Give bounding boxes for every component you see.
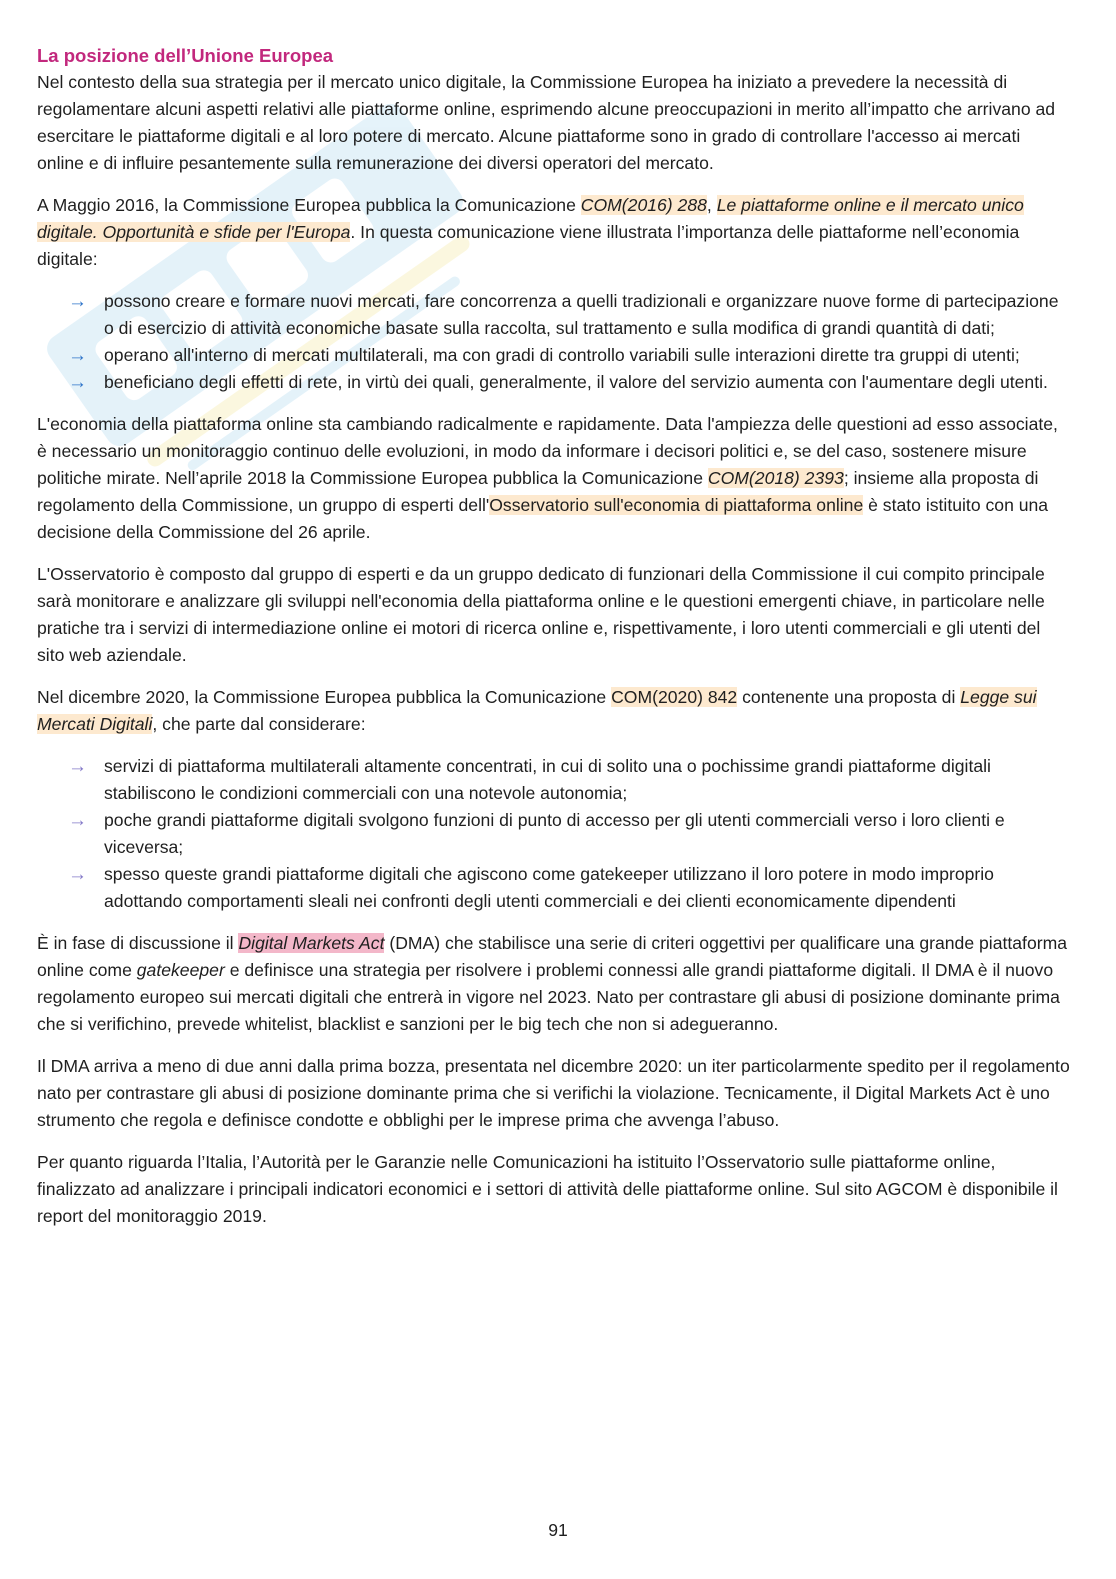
text-fragment: e definisce una strategia per risolvere i problemi connessi alle grandi piattaforme digitali. Il DMA è il nuovo regolamento europeo sui mercati digitali che entrerà in vigore nel 2023. Nato per contrastare gli abusi di posizione dominante prima che si verifichino, prevede whitelist, blacklist e sanzioni per le big tech che non si adegueranno. xyxy=(37,960,1060,1034)
arrow-right-icon: → xyxy=(68,756,87,777)
list-item-text: beneficiano degli effetti di rete, in virtù dei quali, generalmente, il valore del servizio aumenta con l'aumentare degli utenti. xyxy=(104,372,1048,392)
reference-com-2018-2393: COM(2018) 2393 xyxy=(707,468,844,488)
text-fragment: . In questa comunicazione viene illustrata l’importanza delle piattaforme nell’economia digitale: xyxy=(37,222,1020,269)
reference-com-2016-288: COM(2016) 288 xyxy=(580,195,707,215)
list-item xyxy=(68,369,1071,396)
text-fragment: , xyxy=(706,195,717,215)
paragraph-com-2016 xyxy=(37,192,1071,273)
communication-title: Le piattaforme online e il mercato unico digitale. Opportunità e sfide per l'Europa xyxy=(37,195,1024,242)
text-fragment: È in fase di discussione il xyxy=(37,933,239,953)
text-fragment: (DMA) che stabilisce una serie di criteri oggettivi per qualificare una grande piattaforma online come xyxy=(37,933,1068,980)
list-item xyxy=(68,288,1071,342)
text-fragment: A Maggio 2016, la Commissione Europea pubblica la Comunicazione xyxy=(37,195,581,215)
observatory-name: Osservatorio sull'economia di piattaforma online xyxy=(489,495,864,515)
text-fragment: L'economia della piattaforma online sta cambiando radicalmente e rapidamente. Data l'ampiezza delle questioni ad esso associate, è necessario un monitoraggio continuo delle evoluzioni, in modo da informare i decisori politici e, se del caso, sostenere misure politiche mirate. Nell’aprile 2018 la Commissione Europea pubblica la Comunicazione xyxy=(37,414,1058,488)
list-item xyxy=(68,861,1071,915)
paragraph-dma xyxy=(37,930,1071,1038)
list-item xyxy=(68,342,1071,369)
text-fragment: , che parte dal considerare: xyxy=(152,714,366,734)
list-item-text: operano all'interno di mercati multilaterali, ma con gradi di controllo variabili sulle interazioni dirette tra gruppi di utenti; xyxy=(104,345,1020,365)
arrow-right-icon: → xyxy=(68,291,87,312)
paragraph-italy: Per quanto riguarda l’Italia, l’Autorità per le Garanzie nelle Comunicazioni ha istituito l’Osservatorio sulle piattaforme online, finalizzato ad analizzare i principali indicatori economici e i settori di attività delle piattaforme online. Sul sito AGCOM è disponibile il report del monitoraggio 2019. xyxy=(37,1152,1058,1226)
list-item-text: servizi di piattaforma multilaterali altamente concentrati, in cui di solito una o pochissime grandi piattaforme digitali stabiliscono le condizioni commerciali con una notevole autonomia; xyxy=(104,756,991,803)
arrow-right-icon: → xyxy=(68,864,87,885)
text-fragment: ; insieme alla proposta di regolamento della Commissione, un gruppo di esperti dell' xyxy=(37,468,1039,515)
list-item-text: poche grandi piattaforme digitali svolgono funzioni di punto di accesso per gli utenti commerciali verso i loro clienti e viceversa; xyxy=(104,810,1005,857)
list-item xyxy=(68,753,1071,807)
list-item-text: possono creare e formare nuovi mercati, fare concorrenza a quelli tradizionali e organizzare nuove forme di partecipazione o di esercizio di attività economiche basate sulla raccolta, sul trattamento e sulla modifica di grandi quantità di dati; xyxy=(104,291,1059,338)
text-fragment: contenente una proposta di xyxy=(737,687,961,707)
text-fragment: è stato istituito con una decisione della Commissione del 26 aprile. xyxy=(37,495,1049,542)
gatekeeper-term: gatekeeper xyxy=(136,960,225,980)
list-item xyxy=(68,807,1071,861)
paragraph-dma-timeline: Il DMA arriva a meno di due anni dalla prima bozza, presentata nel dicembre 2020: un iter particolarmente spedito per il regolamento nato per contrastare gli abusi di posizione dominante prima che si verifichi la violazione. Tecnicamente, il Digital Markets Act è uno strumento che regola e definisce condotte e obblighi per le imprese prima che avvenga l’abuso. xyxy=(37,1056,1070,1130)
paragraph-intro: Nel contesto della sua strategia per il mercato unico digitale, la Commissione Europea ha iniziato a prevedere la necessità di regolamentare alcuni aspetti relativi alle piattaforme online, esprimendo alcune preoccupazioni in merito all’impatto che arrivano ad esercitare le piattaforme digitali e al loro potere di mercato. Alcune piattaforme sono in grado di controllare l'accesso ai mercati online e di influire pesantemente sulla remunerazione dei diversi operatori del mercato. xyxy=(37,72,1056,173)
arrow-right-icon: → xyxy=(68,810,87,831)
law-title: Legge sui Mercati Digitali xyxy=(37,687,1037,734)
arrow-right-icon: → xyxy=(68,345,87,366)
digital-markets-act: Digital Markets Act xyxy=(238,933,385,953)
section-heading: La posizione dell’Unione Europea xyxy=(37,45,334,66)
document-page xyxy=(37,42,1071,1245)
arrow-right-icon: → xyxy=(68,372,87,393)
page-number: 91 xyxy=(548,1520,568,1540)
paragraph-com-2020 xyxy=(37,684,1071,738)
paragraph-com-2018 xyxy=(37,411,1071,546)
reference-com-2020-842: COM(2020) 842 xyxy=(611,687,738,707)
paragraph-observatory: L'Osservatorio è composto dal gruppo di esperti e da un gruppo dedicato di funzionari della Commissione il cui compito principale sarà monitorare e analizzare gli sviluppi nell'economia della piattaforma online e le questioni emergenti chiave, in particolare nelle pratiche tra i servizi di intermediazione online ei motori di ricerca online e, rispettivamente, i loro utenti commerciali e gli utenti del sito web aziendale. xyxy=(37,564,1045,665)
platform-features-list xyxy=(37,288,1071,396)
list-item-text: spesso queste grandi piattaforme digitali che agiscono come gatekeeper utilizzano il loro potere in modo improprio adottando comportamenti sleali nei confronti degli utenti commerciali e dei clienti economicamente dipendenti xyxy=(104,864,994,911)
text-fragment: Nel dicembre 2020, la Commissione Europea pubblica la Comunicazione xyxy=(37,687,612,707)
considerations-list xyxy=(37,753,1071,915)
